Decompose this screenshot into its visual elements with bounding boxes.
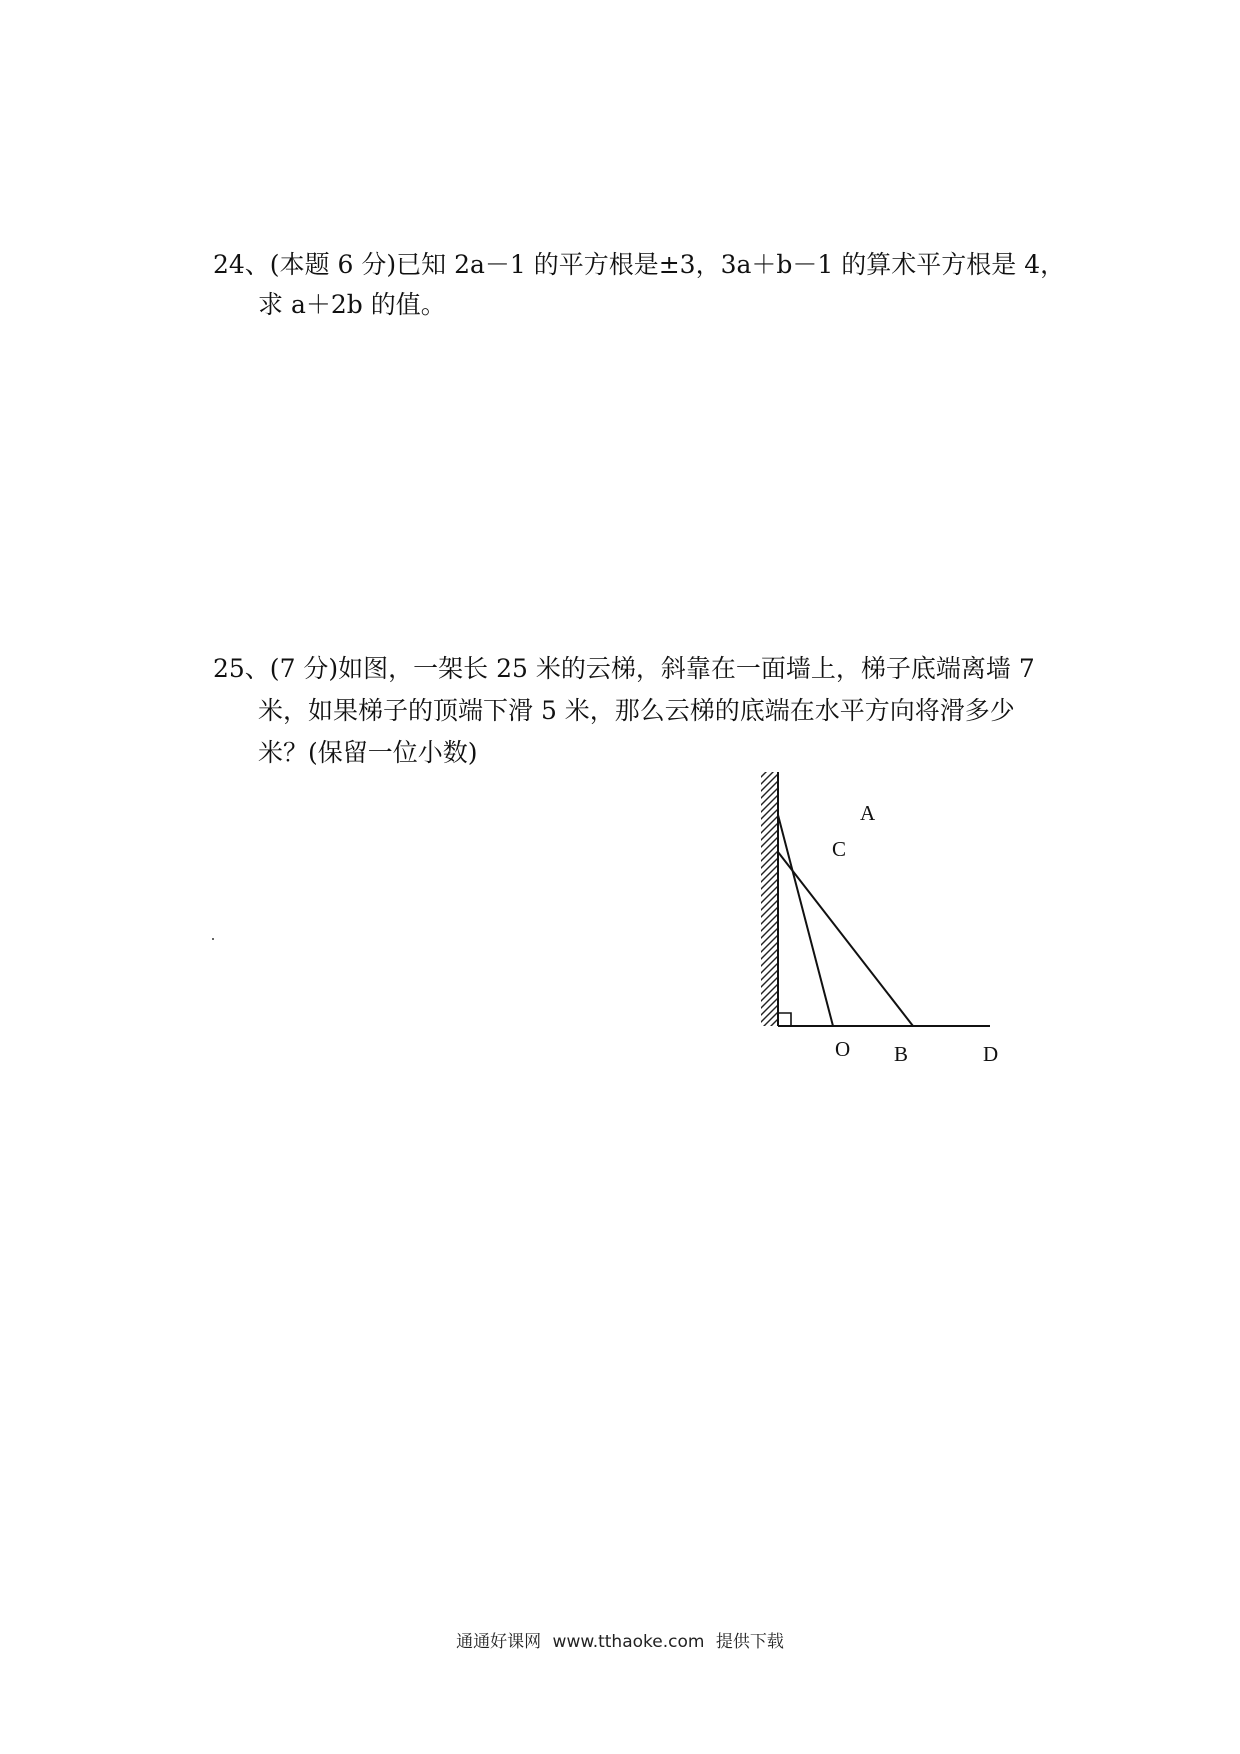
right-angle-mark xyxy=(778,1013,791,1026)
question-24 xyxy=(213,245,1066,325)
label-o: O xyxy=(835,1037,851,1061)
hatch-stroke xyxy=(760,1026,778,1044)
question-24-line-2: 求 a＋2b 的值。 xyxy=(258,290,446,319)
question-25-line-3: 米？(保留一位小数) xyxy=(258,738,478,767)
label-a: A xyxy=(860,801,876,825)
question-24-line-1: 24、(本题 6 分)已知 2a－1 的平方根是±3，3a＋b－1 的算术平方根是 4， xyxy=(213,250,1066,279)
hatch-stroke xyxy=(760,1033,778,1051)
question-25-line-1: 25、(7 分)如图，一架长 25 米的云梯，斜靠在一面墙上，梯子底端离墙 7 xyxy=(213,654,1035,683)
label-d: D xyxy=(983,1042,999,1066)
wall-hatching xyxy=(760,770,778,1051)
footer-url: www.tthaoke.com xyxy=(552,1632,705,1652)
footer xyxy=(0,1627,1240,1652)
label-b: B xyxy=(894,1042,909,1066)
ladder-ao xyxy=(778,815,833,1026)
stray-dot xyxy=(212,938,214,940)
footer-site-name: 通通好课网 xyxy=(456,1632,542,1652)
question-25-line-2: 米，如果梯子的顶端下滑 5 米，那么云梯的底端在水平方向将滑多少 xyxy=(258,696,1015,725)
footer-suffix: 提供下载 xyxy=(715,1632,784,1652)
label-c: C xyxy=(832,837,847,861)
ladder-diagram xyxy=(750,770,1010,1070)
ladder-cb xyxy=(778,852,913,1026)
question-25 xyxy=(213,648,1043,774)
